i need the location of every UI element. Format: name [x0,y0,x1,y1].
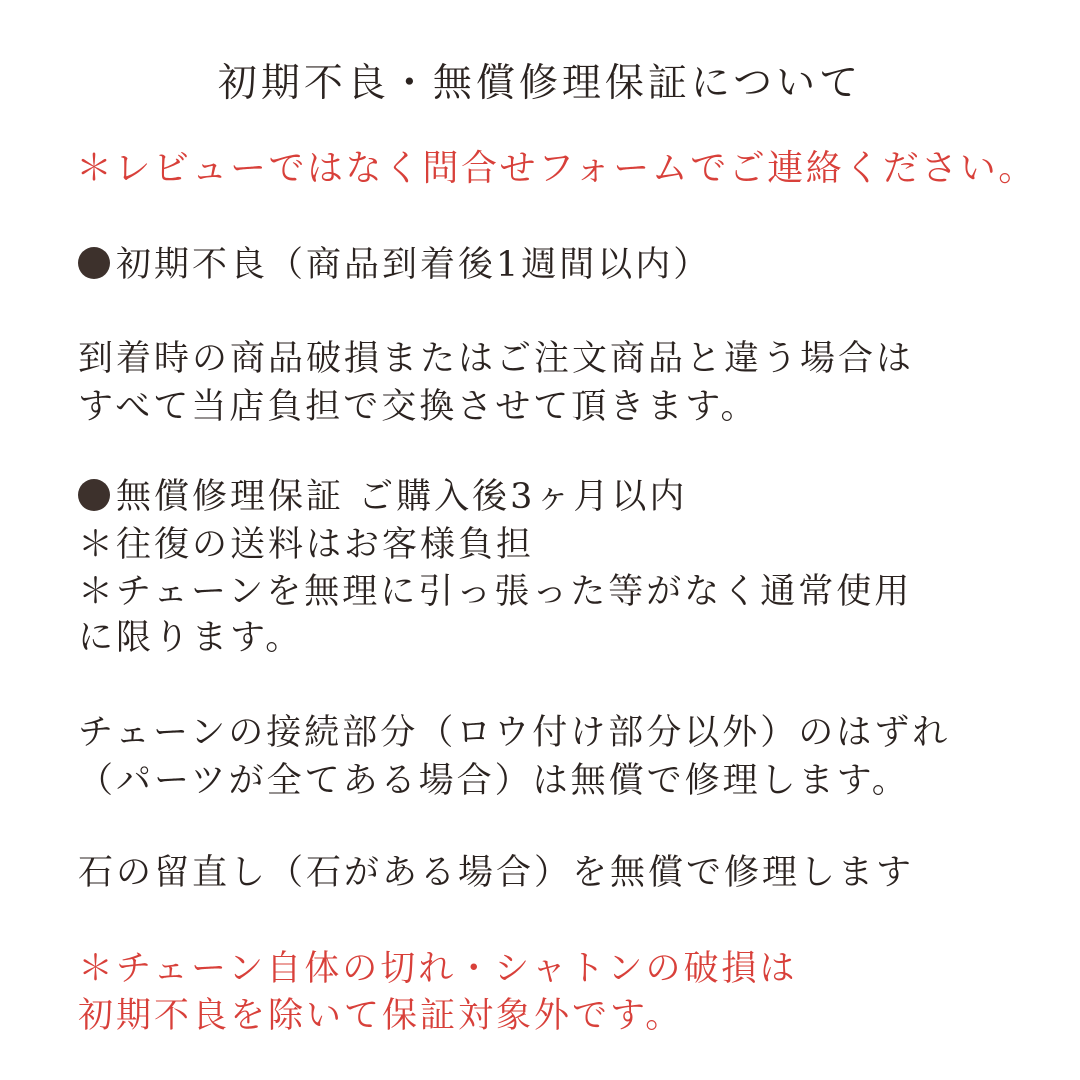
bullet-icon [78,479,110,511]
contact-form-notice: ＊レビューではなく問合せフォームでご連絡ください。 [76,148,1037,189]
initial-defect-body-line: 到着時の商品破損またはご注文商品と違う場合は [78,339,915,379]
free-repair-note: に限ります。 [78,618,304,658]
initial-defect-heading-text: 初期不良（商品到着後1週間以内） [116,245,712,285]
stone-repair-line: 石の留直し（石がある場合）を無償で修理します [78,853,915,893]
free-repair-note: ＊チェーンを無理に引っ張った等がなく通常使用 [78,572,913,612]
free-repair-heading [78,472,687,522]
warranty-exclusion-line: ＊チェーン自体の切れ・シャトンの破損は [78,949,798,989]
initial-defect-body-line: すべて当店負担で交換させて頂きます。 [78,387,759,427]
bullet-icon [78,247,110,279]
chain-repair-line: （パーツが全てある場合）は無償で修理します。 [78,761,910,801]
warranty-exclusion-line: 初期不良を除いて保証対象外です。 [78,996,684,1036]
free-repair-note: ＊往復の送料はお客様負担 [78,525,535,565]
free-repair-heading-text: 無償修理保証 ご購入後3ヶ月以内 [116,477,688,517]
page-title: 初期不良・無償修理保証について [217,61,863,106]
chain-repair-line: チェーンの接続部分（ロウ付け部分以外）のはずれ [78,713,951,753]
initial-defect-heading [78,240,711,290]
